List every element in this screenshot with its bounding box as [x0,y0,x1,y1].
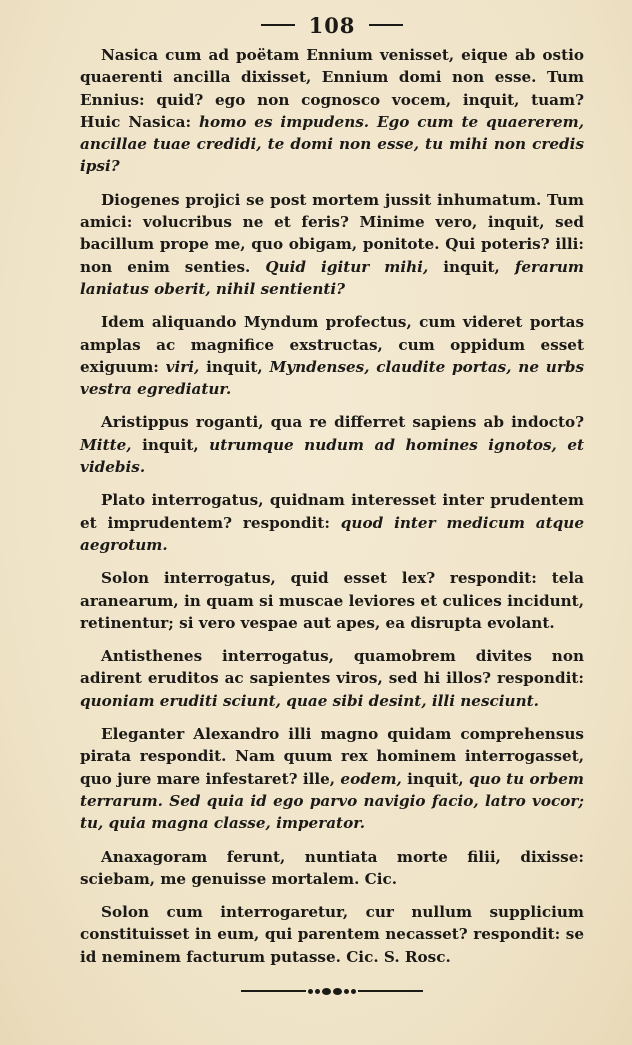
paragraph [80,901,584,968]
italic-text: quoniam eruditi sciunt, quae sibi desint, illi nesciunt. [80,691,539,710]
italic-text: viri, [165,357,200,376]
text: Nasica cum ad poëtam Ennium venisset, eique ab ostio quaerenti ancilla dixisset, Ennium domi non esse. Tum Ennius: quid? ego non cognosco vocem, inquit, tuam? Huic Nasica: [80,46,584,131]
text: inquit, [401,769,470,788]
text: Diogenes projici se post mortem jussit inhumatum. Tum amici: volucribus ne et feris? Minime vero, inquit, sed bacillum prope me, quo obigam, ponitote. Qui poteris? illi: non enim senties. [80,190,584,276]
text: inquit, [131,435,210,454]
page-number: 108 [308,12,356,38]
text: inquit, [428,257,515,276]
italic-text: utrumque nudum ad homines ignotos, et videbis. [80,435,585,477]
text: Eleganter Alexandro illi magno quidam comprehensus pirata respondit. Nam quum rex hominem interrogasset, quo jure mare infestaret? ille, [80,725,584,788]
italic-text: homo es impudens. Ego cum te quaererem, ancillae tuae credidi, te domi non esse, tu mihi non credis ipsi? [80,112,584,176]
body-text [80,44,584,968]
italic-text: quo tu orbem terrarum. Sed quia id ego parvo navigio facio, latro vocor; tu, quia magna classe, imperator. [80,769,584,833]
italic-text: eodem, [340,769,402,788]
header-rule-right [369,24,403,26]
text: Solon cum interrogaretur, cur nullum supplicium constituisset in eum, qui parentem necasset? respondit: se id neminem facturum putasse. Cic. S. Rosc. [80,903,584,966]
page-header [80,0,584,44]
paragraph [80,567,584,634]
text: Solon interrogatus, quid esset lex? respondit: tela aranearum, in quam si muscae leviores et culices incidunt, retinentur; si vero vespae aut apes, ea disrupta evolant. [80,569,584,632]
paragraph [80,189,584,300]
paragraph [80,311,584,400]
paragraph [80,411,584,478]
header-rule-left [261,24,295,26]
paragraph [80,489,584,556]
italic-text: quod inter medicum atque aegrotum. [80,513,584,554]
text: Plato interrogatus, quidnam interesset inter prudentem et imprudentem? respondit: [80,491,584,532]
italic-text: ferarum laniatus oberit, nihil sentienti? [80,257,584,298]
italic-text: Mitte, [80,435,132,454]
text: Idem aliquando Myndum profectus, cum videret portas amplas ac magnifice exstructas, cum oppidum esset exiguum: [80,313,584,376]
paragraph [80,44,584,178]
paragraph [80,645,584,712]
text: inquit, [199,357,270,376]
fleuron-ornament-icon [241,988,423,995]
paragraph [80,723,584,834]
text: Aristippus roganti, qua re differret sapiens ab indocto? [101,413,584,432]
text: Antisthenes interrogatus, quamobrem divites non adirent eruditos ac sapientes viros, sed hi illos? respondit: [80,647,584,688]
italic-text: Myndenses, claudite portas, ne urbs vestra egrediatur. [80,357,584,399]
paragraph [80,846,584,891]
text: Anaxagoram ferunt, nuntiata morte filii, dixisse: sciebam, me genuisse mortalem. Cic. [80,847,584,888]
italic-text: Quid igitur mihi, [265,257,429,276]
